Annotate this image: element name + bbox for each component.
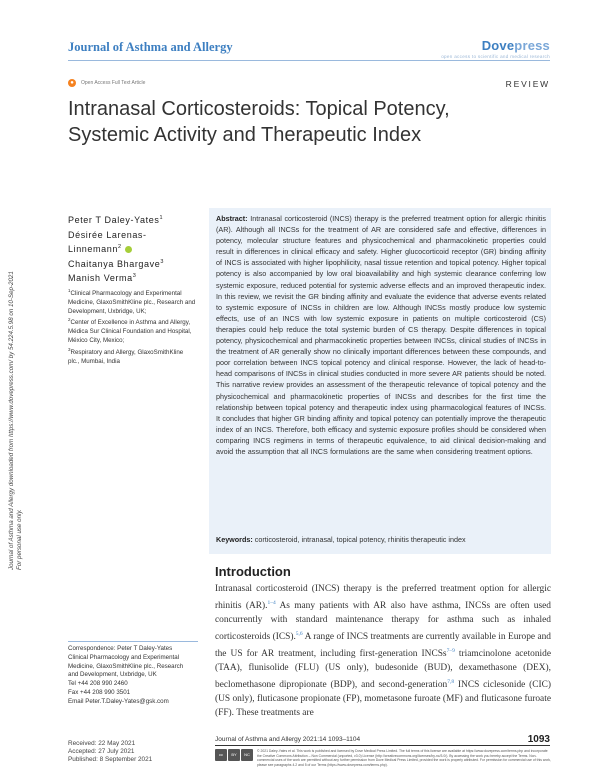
- license-block: [215, 749, 551, 767]
- publisher-logo: [441, 38, 550, 59]
- author: Linnemann$^2$: [68, 241, 196, 256]
- page-number: 1093: [527, 734, 550, 745]
- journal-title: Journal of Asthma and Allergy: [68, 40, 233, 54]
- side-note-line-2: For personal use only.: [16, 509, 23, 570]
- author: Chaitanya Bhargave$^3$: [68, 258, 165, 269]
- abstract-label: Abstract:: [216, 214, 248, 223]
- keywords-label: Keywords:: [216, 535, 253, 544]
- footer-citation: Journal of Asthma and Allergy 2021:14 1093–1104: [215, 736, 361, 743]
- open-access-label: Open Access Full Text Article: [81, 80, 146, 86]
- keywords-list: corticosteroid, intranasal, topical potency, rhinitis therapeutic index: [254, 535, 466, 544]
- affiliations: [68, 287, 196, 367]
- side-note-line-1: Journal of Asthma and Allergy downloaded from https://www.dovepress.com/ by 54.224.5.98 on 10-Sep-2021: [8, 271, 15, 570]
- citation-link[interactable]: 1–4: [267, 599, 276, 606]
- title-line-2: Systemic Activity and Therapeutic Index: [68, 124, 422, 146]
- article-type: REVIEW: [505, 79, 550, 89]
- abstract-body: Intranasal corticosteroid (INCS) therapy is the preferred treatment option for allergic rhinitis (AR). Although all INCSs for the treatment of AR are considered safe and effective, differences in potency, molecular structure features and physicochemical and pharmacokinetic properties could result in differences in clinical efficacy and safety. Higher glucocorticoid receptor (GR) binding affinity of INCS is associated with higher lipophilicity, nasal tissue retention and topical potency. Higher topical potency is also accompanied by low oral bioavailability and high systemic clearance conferring low systemic exposure, reduced potential for systemic adverse effects and an improved therapeutic index. In this review, we revisit the GR binding affinity and evaluate the evidence that adverse events related to systemic exposure of INCSs in children are low. Although INCSs mostly produce low systemic effects, use of an INCS with low systemic exposure in patients on multiple corticosteroid (CS) therapies could help reduce the total systemic burden of CS therapy. Despite differences in topical potency, physicochemical and pharmacokinetic properties between INCSs, clinical studies of INCSs in the treatment of AR generally show no clinically important differences between these compounds, and poor correlation between INCS topical potency and clinical response. However, the lack of head-to-head comparisons of INCSs in clinical studies conducted in more severe AR patients should be noted. This narrative review provides an assessment of the therapeutic relevance of topical potency and the physicochemical and pharmacokinetic properties of INCSs and describes for the first time the relationship between topical potency and therapeutic index using pharmacological features of INCSs. It concludes that higher GR binding affinity and topical potency can potentially improve the therapeutic index of an INCS. Therefore, both efficacy and systemic exposure profiles should be considered when comparing INCS regimens in terms of therapeutic equivalence, to aid clinical decision-making and avoid the assumption that all INCS formulations are the same when considering treatment options.: [216, 214, 546, 456]
- correspondence-divider: [68, 641, 198, 642]
- abstract: [216, 213, 546, 457]
- keywords: [216, 535, 546, 544]
- brand-part-b: press: [514, 38, 550, 53]
- citation-link[interactable]: 7,8: [447, 678, 455, 685]
- author-list: [68, 212, 196, 285]
- creative-commons-icon[interactable]: cc BY NC: [215, 749, 253, 761]
- license-text: © 2021 Daley-Yates et al. This work is published and licensed by Dove Medical Press Limited. The full terms of this license are available at https://www.dovepress.com/terms.php and incorporate the Creative Commons Attribution – Non Commercial (unported, v3.0) License (http://creativecommons.org/licenses/by-nc/3.0/). By accessing the work you hereby accept the Terms. Non-commercial uses of the work are permitted without any further permission from Dove Medical Press Limited, provided the work is properly attributed. For permission for commercial use of this work, please see paragraphs 4.2 and 5 of our Terms (https://www.dovepress.com/terms.php).: [257, 749, 551, 767]
- citation-link[interactable]: 5,6: [295, 630, 303, 637]
- affiliation: $^1$Clinical Pharmacology and Experimental Medicine, GlaxoSmithKline plc., Research and Development, Uxbridge, UK;: [68, 288, 196, 315]
- brand-tagline: open access to scientific and medical research: [441, 54, 550, 59]
- affiliation: $^3$Respiratory and Allergy, GlaxoSmithKline plc., Mumbai, India: [68, 346, 184, 365]
- introduction-body: Intranasal corticosteroid (INCS) therapy is the preferred treatment option for allergic rhinitis (AR).$^{1-4}$ As many patients with AR also have asthma, INCSs are often used concurrently with standard maintenance therapy for asthma such as inhaled corticosteroids (ICS).$^{5,6}$ A range of INCS treatments are currently available in Europe and the US for AR treatment, including first-generation INCSs$^{7-9}$ triamcinolone acetonide (TAA), flunisolide (FLU) (US only), budesonide (BUD), dexamethasone (DEX), beclomethasone dipropionate (BDP), and second-generation$^{7,8}$ INCS ciclesonide (CIC) (US only), fluticasone propionate (FP), mometasone furoate (MF) and fluticasone furoate (FF). These treatments are: [215, 584, 552, 718]
- author: Manish Verma$^3$: [68, 273, 137, 283]
- title-line-1: Intranasal Corticosteroids: Topical Potency,: [68, 98, 450, 120]
- correspondence: Correspondence: Peter T Daley-Yates Clinical Pharmacology and Experimental Medicine, GlaxoSmithKline plc., Research and Development, Uxbridge, UK Tel +44 208 990 2460 Fax +44 208 990 3501 Email Peter.T.Daley-Yates@gsk.com: [68, 645, 200, 707]
- side-download-note: [8, 271, 24, 570]
- citation-link[interactable]: 7–9: [446, 647, 455, 654]
- brand-part-a: Dove: [481, 38, 515, 53]
- author: Désirée Larenas-: [68, 229, 147, 240]
- header-divider: [68, 60, 550, 61]
- correspondence-email[interactable]: Email Peter.T.Daley-Yates@gsk.com: [68, 697, 169, 705]
- affiliation: $^2$Center of Excellence in Asthma and Allergy, Médica Sur Clinical Foundation and Hospital, México City, Mexico;: [68, 317, 192, 345]
- open-access-icon: ●: [68, 79, 76, 87]
- open-access-line: [68, 79, 145, 87]
- article-dates: Received: 22 May 2021 Accepted: 27 July 2021 Published: 8 September 2021: [68, 740, 153, 764]
- article-title: [68, 96, 548, 148]
- orcid-icon[interactable]: [125, 246, 132, 253]
- footer-divider: [215, 745, 550, 746]
- author: Peter T Daley-Yates$^1$: [68, 215, 164, 225]
- introduction-heading: Introduction: [215, 564, 291, 579]
